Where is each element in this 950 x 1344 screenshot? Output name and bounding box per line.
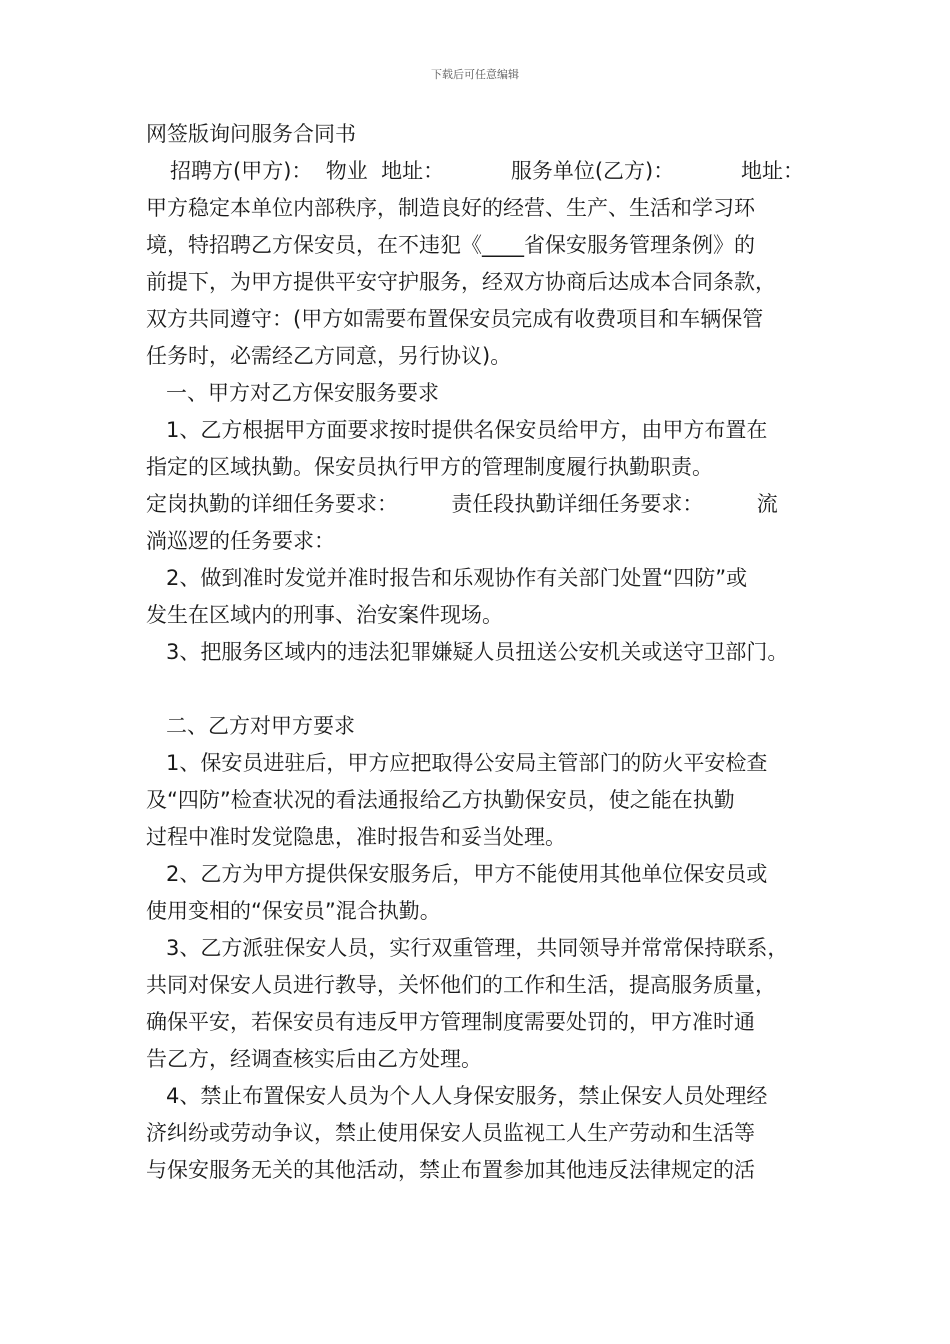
document-title: 网签版询问服务合同书 xyxy=(146,122,356,146)
section-two-line: 告乙方，经调查核实后由乙方处理。 xyxy=(146,1047,482,1071)
section-one-heading: 一、甲方对乙方保安服务要求 xyxy=(166,381,439,405)
section-two xyxy=(146,708,808,1189)
parties-line: 招聘方(甲方)： 物业 地址： 服务单位(乙方)： 地址： xyxy=(170,159,804,183)
section-one-line: 3、把服务区域内的违法犯罪嫌疑人员扭送公安机关或送守卫部门。 xyxy=(166,640,789,664)
page-header-watermark: 下载后可任意编辑 xyxy=(431,68,519,81)
intro-line: 境，特招聘乙方保安员，在不违犯《____省保安服务管理条例》的 xyxy=(146,233,755,257)
section-two-line: 2、乙方为甲方提供保安服务后，甲方不能使用其他单位保安员或 xyxy=(166,862,768,886)
section-one-line: 指定的区域执勤。保安员执行甲方的管理制度履行执勤职责。 xyxy=(146,455,713,479)
section-one-line: 2、做到准时发觉并准时报告和乐观协作有关部门处置“四防”或 xyxy=(166,566,748,590)
intro-line: 双方共同遵守：(甲方如需要布置保安员完成有收费项目和车辆保管 xyxy=(146,307,764,331)
section-one-line: 淌巡逻的任务要求： xyxy=(146,529,335,553)
section-two-line: 共同对保安人员进行教导，关怀他们的工作和生活，提高服务质量， xyxy=(146,973,776,997)
intro-line: 甲方稳定本单位内部秩序，制造良好的经营、生产、生活和学习环 xyxy=(146,196,755,220)
section-one-line: 发生在区域内的刑事、治安案件现场。 xyxy=(146,603,503,627)
section-two-line: 4、禁止布置保安人员为个人人身保安服务，禁止保安人员处理经 xyxy=(166,1084,768,1108)
section-two-line: 确保平安，若保安员有违反甲方管理制度需要处罚的，甲方准时通 xyxy=(146,1010,755,1034)
contract-document xyxy=(146,116,808,1189)
section-two-line: 及“四防”检查状况的看法通报给乙方执勤保安员，使之能在执勤 xyxy=(146,788,735,812)
intro-paragraph xyxy=(146,190,808,375)
section-one-line: 1、乙方根据甲方面要求按时提供名保安员给甲方，由甲方布置在 xyxy=(166,418,768,442)
section-two-line: 1、保安员进驻后，甲方应把取得公安局主管部门的防火平安检查 xyxy=(166,751,768,775)
section-two-line: 3、乙方派驻保安人员，实行双重管理，共同领导并常常保持联系， xyxy=(166,936,789,960)
section-one-line: 定岗执勤的详细任务要求： 责任段执勤详细任务要求： 流 xyxy=(146,492,778,516)
paragraph-gap xyxy=(146,671,808,708)
section-two-line: 济纠纷或劳动争议，禁止使用保安人员监视工人生产劳动和生活等 xyxy=(146,1121,755,1145)
section-two-heading: 二、乙方对甲方要求 xyxy=(166,714,355,738)
section-two-line: 过程中准时发觉隐患，准时报告和妥当处理。 xyxy=(146,825,566,849)
intro-line: 任务时，必需经乙方同意，另行协议)。 xyxy=(146,344,512,368)
section-two-line: 与保安服务无关的其他活动，禁止布置参加其他违反法律规定的活 xyxy=(146,1158,755,1182)
section-two-line: 使用变相的“保安员”混合执勤。 xyxy=(146,899,441,923)
section-one xyxy=(146,375,808,671)
intro-line: 前提下，为甲方提供平安守护服务，经双方协商后达成本合同条款， xyxy=(146,270,776,294)
